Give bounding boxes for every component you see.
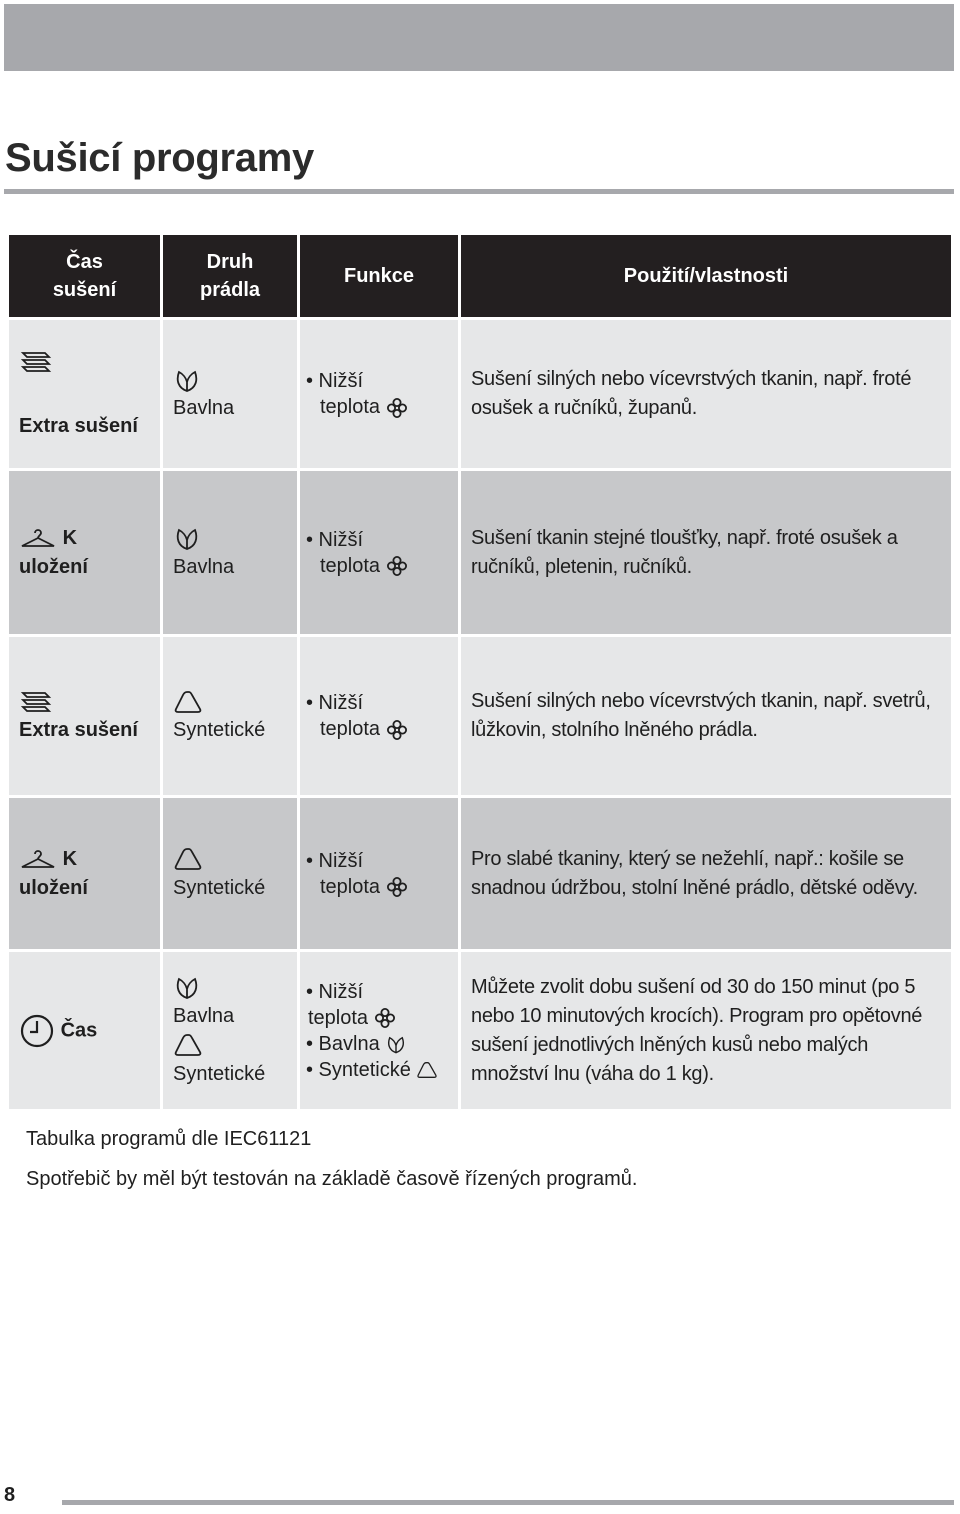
- usage-cell: Sušení silných nebo vícevrstvých tkanin, např. svetrů, lůžkovin, stolního lněného prádla.: [460, 636, 953, 797]
- function-line: • Syntetické: [306, 1058, 411, 1081]
- program-cell: [8, 470, 162, 636]
- function-line: • Nižší: [306, 849, 364, 872]
- function-line: • Nižší: [306, 692, 364, 714]
- function-line: • Nižší: [306, 528, 364, 551]
- title-rule: [4, 189, 954, 194]
- synthetic-icon: [173, 688, 203, 716]
- program-cell: [8, 951, 162, 1111]
- function-cell: [299, 470, 460, 636]
- program-cell: [8, 797, 162, 951]
- function-line: • Bavlna: [306, 1032, 380, 1055]
- low-temp-icon: [386, 555, 408, 577]
- header-fabric: Druh prádla: [162, 234, 299, 319]
- cotton-icon: [173, 524, 201, 552]
- fabric-cell: [162, 470, 299, 636]
- hanger-icon: [19, 525, 57, 551]
- table-row: [8, 319, 953, 470]
- usage-cell: Sušení silných nebo vícevrstvých tkanin, např. froté osušek a ručníků, županů.: [460, 319, 953, 470]
- usage-cell: Pro slabé tkaniny, který se nežehlí, např.: košile se snadnou údržbou, stolní lněné prádlo, dětské oděvy.: [460, 797, 953, 951]
- program-name: Extra sušení: [19, 718, 138, 741]
- header-function: Funkce: [299, 234, 460, 319]
- fabric-cell: [162, 951, 299, 1111]
- function-line: teplota: [320, 875, 381, 898]
- program-name: K: [19, 845, 160, 874]
- fabric-label: Bavlna: [173, 397, 235, 419]
- synthetic-icon: [173, 1031, 203, 1059]
- cotton-icon: [173, 366, 201, 394]
- hanger-icon: [19, 846, 57, 872]
- function-line: teplota: [308, 1006, 369, 1029]
- fabric-cell: [162, 636, 299, 797]
- program-name: K: [19, 524, 160, 553]
- table-row: [8, 636, 953, 797]
- table-row: [8, 470, 953, 636]
- program-name-line2: uložení: [19, 876, 88, 899]
- programs-table: [6, 232, 954, 1112]
- stack-dry-icon: [19, 688, 53, 716]
- program-name-line2: uložení: [19, 555, 88, 578]
- footer-note-testing: Spotřebič by měl být testován na základě časově řízených programů.: [26, 1168, 638, 1190]
- synthetic-icon: [416, 1059, 438, 1081]
- low-temp-icon: [386, 397, 408, 419]
- table-header-row: [8, 234, 953, 319]
- program-name: Extra sušení: [19, 414, 138, 437]
- function-line: teplota: [320, 554, 381, 577]
- table-row: [8, 797, 953, 951]
- fabric-label: Syntetické: [173, 876, 266, 899]
- fabric-label: Syntetické: [173, 719, 266, 741]
- bottom-rule: [62, 1500, 954, 1505]
- table-row: [8, 951, 953, 1111]
- synthetic-icon: [173, 845, 203, 873]
- low-temp-icon: [386, 876, 408, 898]
- program-cell: [8, 636, 162, 797]
- fabric-label: Bavlna: [173, 555, 235, 578]
- cotton-icon: [385, 1033, 407, 1055]
- function-line: teplota: [320, 718, 381, 740]
- header-usage: Použití/vlastnosti: [460, 234, 953, 319]
- function-line: • Nižší: [306, 370, 364, 392]
- cotton-icon: [173, 973, 201, 1001]
- clock-icon: [19, 1013, 55, 1049]
- low-temp-icon: [386, 719, 408, 741]
- function-cell: [299, 797, 460, 951]
- fabric-cell: [162, 319, 299, 470]
- low-temp-icon: [374, 1007, 396, 1029]
- stack-dry-icon: [19, 348, 53, 376]
- usage-cell: Můžete zvolit dobu sušení od 30 do 150 minut (po 5 nebo 10 minutových krocích). Program pro opětovné sušení jednotlivých lněných kusů nebo malých množství lnu (váha do 1 kg).: [460, 951, 953, 1111]
- function-line: teplota: [320, 396, 381, 418]
- fabric-cell: [162, 797, 299, 951]
- usage-cell: Sušení tkanin stejné tloušťky, např. froté osušek a ručníků, pletenin, ručníků.: [460, 470, 953, 636]
- header-time: Čas sušení: [8, 234, 162, 319]
- fabric-label: Syntetické: [173, 1062, 266, 1085]
- program-cell: [8, 319, 162, 470]
- function-cell: [299, 319, 460, 470]
- program-name: Čas: [19, 1013, 160, 1049]
- fabric-label: Bavlna: [173, 1004, 235, 1027]
- footer-note-standard: Tabulka programů dle IEC61121: [26, 1128, 312, 1150]
- function-cell: [299, 951, 460, 1111]
- function-line: • Nižší: [306, 980, 364, 1003]
- function-cell: [299, 636, 460, 797]
- top-bar: [4, 4, 954, 71]
- page-title: Sušicí programy: [5, 136, 314, 180]
- page-number: 8: [4, 1484, 16, 1506]
